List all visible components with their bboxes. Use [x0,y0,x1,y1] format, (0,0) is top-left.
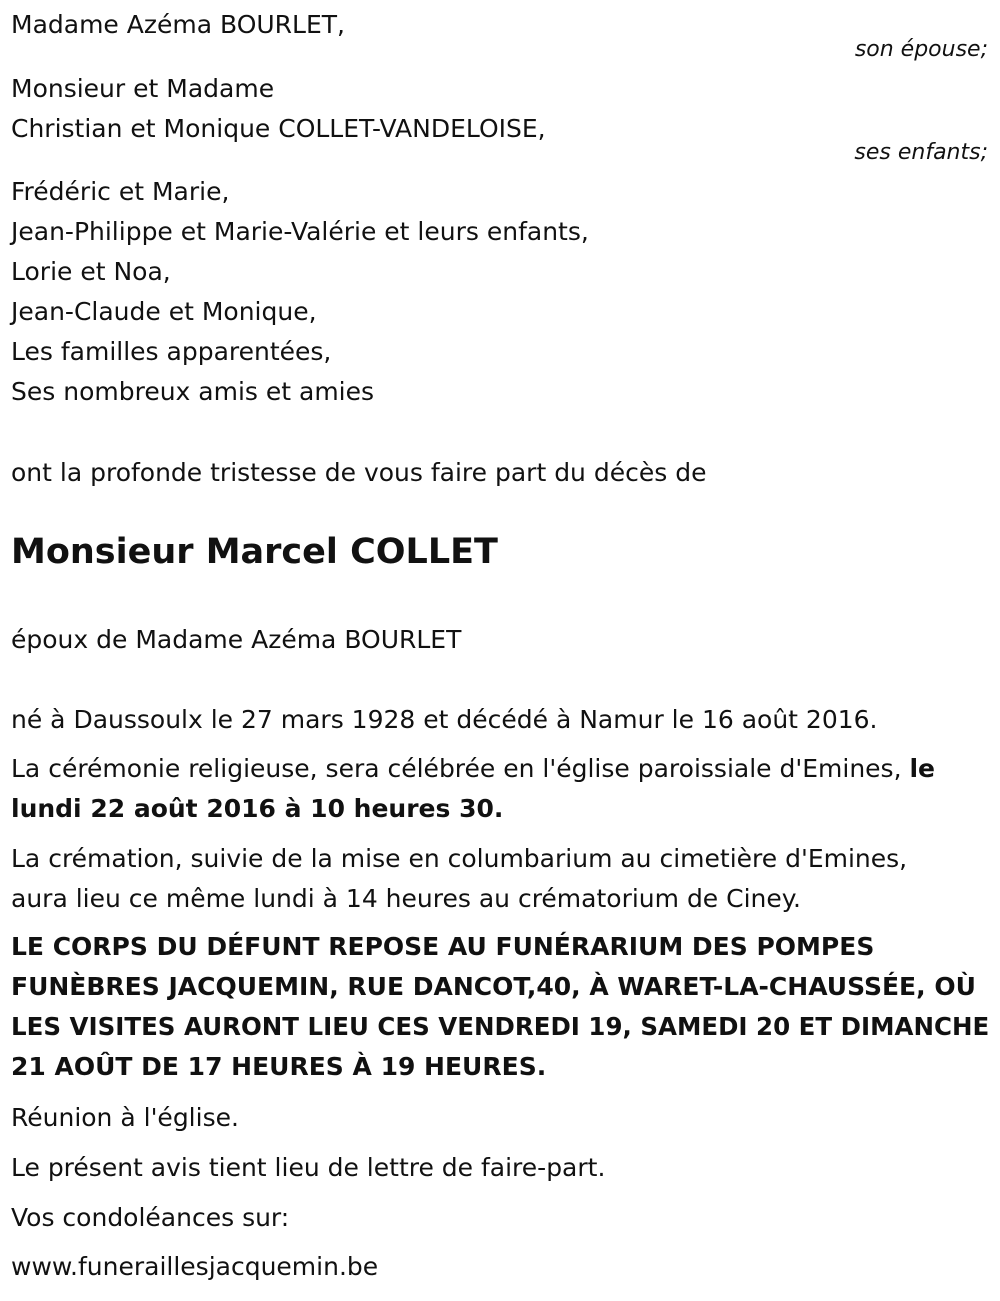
children-line-1: Monsieur et Madame [11,74,275,103]
relative-line: Ses nombreux amis et amies [11,377,375,406]
repose-line: 21 AOÛT DE 17 HEURES À 19 HEURES. [11,1052,547,1081]
relative-line: Frédéric et Marie, [11,177,230,206]
relative-line: Lorie et Noa, [11,257,171,286]
ceremony-text: La cérémonie religieuse, sera célébrée en l'église paroissiale d'Emines, [11,754,910,783]
relative-line: Jean-Claude et Monique, [11,297,317,326]
cremation-line-2: aura lieu ce même lundi à 14 heures au crématorium de Ciney. [11,884,801,913]
ceremony-line-1 [11,754,935,784]
birth-death: né à Daussoulx le 27 mars 1928 et décédé à Namur le 16 août 2016. [11,705,878,734]
announcement: ont la profonde tristesse de vous faire part du décès de [11,458,707,487]
website-link[interactable]: www.funeraillesjacquemin.be [11,1252,379,1281]
spouse-line: Madame Azéma BOURLET, [11,10,345,39]
relative-line: Jean-Philippe et Marie-Valérie et leurs enfants, [11,217,589,246]
spouse-of: époux de Madame Azéma BOURLET [11,625,462,654]
ceremony-bold-start: le [909,754,935,783]
deceased-name: Monsieur Marcel COLLET [11,532,498,572]
condolences-label: Vos condoléances sur: [11,1203,290,1232]
children-line-2: Christian et Monique COLLET-VANDELOISE, [11,114,546,143]
ceremony-line-2: lundi 22 août 2016 à 10 heures 30. [11,794,504,823]
reunion: Réunion à l'église. [11,1103,239,1132]
relative-line: Les familles apparentées, [11,337,332,366]
repose-line: LES VISITES AURONT LIEU CES VENDREDI 19, SAMEDI 20 ET DIMANCHE [11,1012,990,1041]
spouse-role: son épouse; [854,37,988,62]
children-role: ses enfants; [854,140,988,165]
repose-line: LE CORPS DU DÉFUNT REPOSE AU FUNÉRARIUM DES POMPES [11,932,875,961]
cremation-line-1: La crémation, suivie de la mise en columbarium au cimetière d'Emines, [11,844,908,873]
notice: Le présent avis tient lieu de lettre de faire-part. [11,1153,606,1182]
repose-line: FUNÈBRES JACQUEMIN, RUE DANCOT,40, À WARET-LA-CHAUSSÉE, OÙ [11,972,976,1001]
